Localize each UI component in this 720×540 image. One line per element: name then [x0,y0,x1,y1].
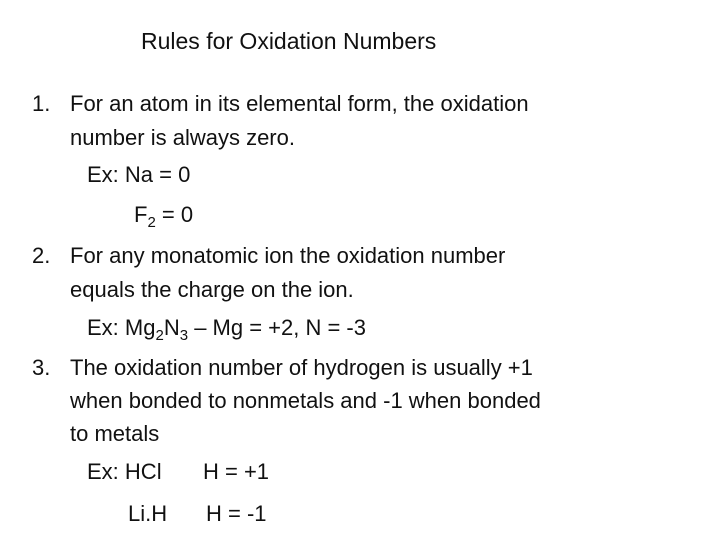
rule-3-line-3: to metals [70,421,160,446]
rule-3-ex-hcl: HCl [124,459,162,484]
rule-3-ex-hcl-value: H = +1 [203,459,270,484]
rule-2-formula-mg: Mg [124,315,156,340]
rule-2-line-2: equals the charge on the ion. [70,277,354,302]
rule-2-formula-n-sub: 3 [179,327,189,344]
rule-1-ex-f-sub: 2 [147,214,156,231]
rule-1-line-1: For an atom in its elemental form, the oxidation [70,91,529,116]
rule-3-ex-lih: Li.H [128,501,168,526]
rule-3-line-2: when bonded to nonmetals and -1 when bonded [70,388,541,413]
rule-1-ex-f-value: = 0 [161,202,194,227]
rule-1-ex-na: Na = 0 [124,162,191,187]
rule-1-line-2: number is always zero. [70,125,295,150]
rule-1-ex-f: F [134,202,148,227]
rule-2-example [87,314,366,342]
rule-2-ex-values: – Mg = +2, N = -3 [194,315,366,340]
rule-1-example-1 [87,161,190,189]
rule-3-example-1 [87,458,162,486]
rule-3-number: 3. [32,355,51,380]
rule-3-ex-lih-value: H = -1 [206,501,267,526]
rule-2-number: 2. [32,243,51,268]
rule-1-example-2 [134,201,193,229]
slide-title: Rules for Oxidation Numbers [141,28,437,54]
rule-1-number: 1. [32,91,51,116]
rule-3-ex-label: Ex: [87,459,119,484]
rule-1-ex-label: Ex: [87,162,119,187]
rule-2-formula-n: N [163,315,180,340]
rule-2-line-1: For any monatomic ion the oxidation number [70,243,506,268]
rule-2-formula-mg-sub: 2 [155,327,164,344]
rule-3-line-1: The oxidation number of hydrogen is usually +1 [70,355,533,380]
rule-2-ex-label: Ex: [87,315,119,340]
